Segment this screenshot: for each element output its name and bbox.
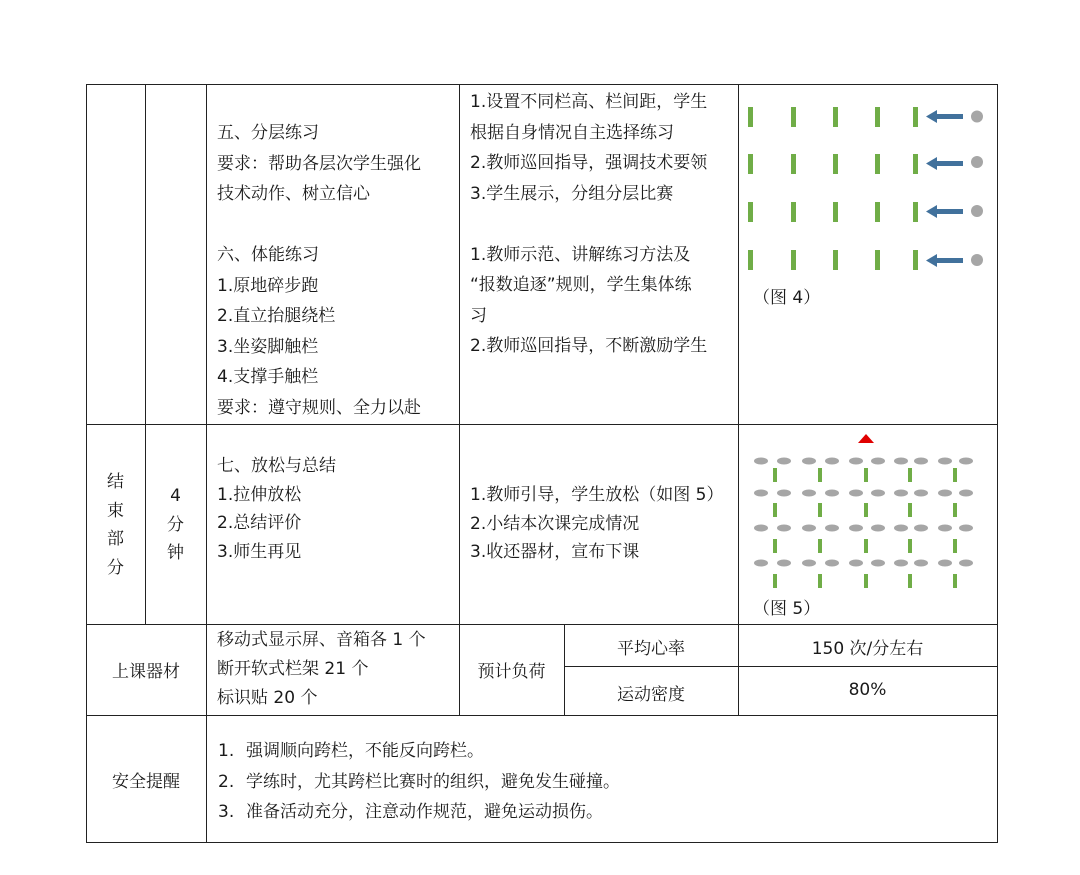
part-label-char: 分 xyxy=(107,557,124,578)
student-icon xyxy=(802,560,816,567)
student-icon xyxy=(914,458,928,465)
student-icon xyxy=(894,490,908,497)
safety-item xyxy=(218,767,620,798)
method-line: 2.教师巡回指导，强调技术要领 xyxy=(470,153,708,173)
fig5-row xyxy=(754,525,973,532)
safety-label: 安全提醒 xyxy=(112,772,180,792)
equipment-line: 标识贴 20 个 xyxy=(217,688,318,708)
hurdle-mark xyxy=(908,503,912,517)
fig5-row xyxy=(754,458,973,465)
part-label-char: 部 xyxy=(107,529,124,549)
student-icon xyxy=(825,458,839,465)
part-label-char: 束 xyxy=(107,500,124,521)
content-line: 要求：帮助各层次学生强化 xyxy=(217,153,421,174)
student-icon xyxy=(894,458,908,465)
student-icon xyxy=(914,525,928,532)
student-icon xyxy=(959,490,973,497)
hurdle-mark xyxy=(818,574,822,588)
content-line: 3.坐姿脚触栏 xyxy=(217,336,319,357)
density-value: 80% xyxy=(848,680,887,700)
fig5-row xyxy=(754,560,973,567)
content-line: 技术动作、树立信心 xyxy=(217,184,370,204)
hurdle-mark xyxy=(953,574,957,588)
method-line: 1.设置不同栏高、栏间距，学生 xyxy=(470,92,708,112)
fig5-row xyxy=(773,503,957,517)
student-icon xyxy=(871,458,885,465)
method-line: 2.教师巡回指导，不断激励学生 xyxy=(470,336,708,356)
figure-5-caption: （图 5） xyxy=(753,599,821,619)
teacher-triangle-icon xyxy=(858,434,874,443)
student-icon xyxy=(777,458,791,465)
list-number: 3. xyxy=(218,802,235,822)
equipment-line: 断开软式栏架 21 个 xyxy=(217,659,369,679)
student-icon xyxy=(871,525,885,532)
student-icon xyxy=(894,525,908,532)
hurdle-mark xyxy=(953,503,957,517)
content-line: 1.拉伸放松 xyxy=(217,484,302,505)
safety-item-text: 学练时，尤其跨栏比赛时的组织，避免发生碰撞。 xyxy=(246,771,620,792)
student-icon xyxy=(959,458,973,465)
time-label-char: 钟 xyxy=(167,543,184,563)
hurdle-mark xyxy=(818,503,822,517)
load-label: 预计负荷 xyxy=(477,662,546,682)
part-label-char: 结 xyxy=(107,472,124,492)
hurdle-mark xyxy=(773,539,777,553)
heart-rate-label: 平均心率 xyxy=(617,639,685,659)
content-line: 六、体能练习 xyxy=(217,245,319,265)
hurdle-mark xyxy=(773,503,777,517)
student-icon xyxy=(777,560,791,567)
method-line: 习 xyxy=(470,305,487,326)
student-icon xyxy=(849,490,863,497)
student-icon xyxy=(754,490,768,497)
hurdle-mark xyxy=(773,468,777,482)
hurdle-mark xyxy=(818,539,822,553)
content-line: 4.支撑手触栏 xyxy=(217,367,319,387)
equipment-line: 移动式显示屏、音箱各 1 个 xyxy=(217,630,426,650)
content-line: 3.师生再见 xyxy=(217,541,302,562)
content-line: 要求：遵守规则、全力以赴 xyxy=(217,397,421,418)
student-icon xyxy=(938,458,952,465)
student-icon xyxy=(754,525,768,532)
student-icon xyxy=(849,525,863,532)
time-label-char: 分 xyxy=(167,514,184,535)
time-label-char: 4 xyxy=(170,486,181,506)
content-line: 五、分层练习 xyxy=(217,123,319,143)
student-icon xyxy=(825,525,839,532)
method-line: “报数追逐”规则，学生集体练 xyxy=(470,275,692,295)
hurdle-mark xyxy=(953,539,957,553)
student-icon xyxy=(871,560,885,567)
student-icon xyxy=(849,458,863,465)
safety-list xyxy=(218,736,620,828)
student-icon xyxy=(754,560,768,567)
student-icon xyxy=(914,490,928,497)
safety-item-text: 强调顺向跨栏，不能反向跨栏。 xyxy=(246,741,484,761)
hurdle-mark xyxy=(908,468,912,482)
student-icon xyxy=(938,560,952,567)
list-number: 2. xyxy=(218,771,235,792)
safety-item-text: 准备活动充分，注意动作规范，避免运动损伤。 xyxy=(246,802,603,822)
hurdle-mark xyxy=(864,468,868,482)
student-icon xyxy=(938,525,952,532)
student-icon xyxy=(849,560,863,567)
list-number: 1. xyxy=(218,741,235,761)
student-icon xyxy=(802,490,816,497)
content-line: 1.原地碎步跑 xyxy=(217,275,319,296)
hurdle-mark xyxy=(864,574,868,588)
equipment-label: 上课器材 xyxy=(112,662,180,682)
student-icon xyxy=(777,490,791,497)
method-line: 3.收还器材，宣布下课 xyxy=(470,542,640,562)
student-icon xyxy=(825,560,839,567)
heart-rate-value: 150 次/分左右 xyxy=(811,639,924,659)
student-icon xyxy=(754,458,768,465)
hurdle-mark xyxy=(953,468,957,482)
fig5-row xyxy=(773,539,957,553)
safety-item xyxy=(218,797,620,828)
method-line: 根据自身情况自主选择练习 xyxy=(470,122,674,143)
method-line: 1.教师引导，学生放松（如图 5） xyxy=(470,485,724,505)
hurdle-mark xyxy=(818,468,822,482)
figure-4-caption: （图 4） xyxy=(753,288,821,308)
safety-item xyxy=(218,736,620,767)
content-line: 2.总结评价 xyxy=(217,513,302,533)
fig5-row xyxy=(773,574,957,588)
student-icon xyxy=(914,560,928,567)
hurdle-mark xyxy=(908,539,912,553)
hurdle-mark xyxy=(864,539,868,553)
student-icon xyxy=(959,525,973,532)
hurdle-mark xyxy=(864,503,868,517)
method-line: 1.教师示范、讲解练习方法及 xyxy=(470,244,691,265)
student-icon xyxy=(825,490,839,497)
density-label: 运动密度 xyxy=(617,685,685,705)
method-line: 3.学生展示，分组分层比赛 xyxy=(470,183,674,204)
content-line: 七、放松与总结 xyxy=(217,456,336,476)
student-icon xyxy=(938,490,952,497)
method-line: 2.小结本次课完成情况 xyxy=(470,513,640,534)
student-icon xyxy=(959,560,973,567)
fig5-row xyxy=(754,490,973,497)
hurdle-mark xyxy=(773,574,777,588)
hurdle-mark xyxy=(908,574,912,588)
student-icon xyxy=(894,560,908,567)
student-icon xyxy=(871,490,885,497)
fig5-row xyxy=(773,468,957,482)
content-line: 2.直立抬腿绕栏 xyxy=(217,306,336,326)
student-icon xyxy=(777,525,791,532)
student-icon xyxy=(802,525,816,532)
equipment-cell xyxy=(217,626,426,713)
student-icon xyxy=(802,458,816,465)
